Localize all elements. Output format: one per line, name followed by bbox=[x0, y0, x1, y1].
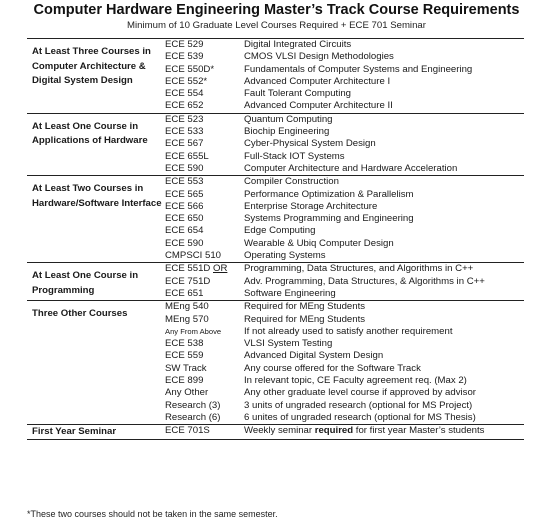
course-code: ECE 559 bbox=[165, 350, 204, 362]
course-description: Wearable & Ubiq Computer Design bbox=[244, 237, 394, 249]
table-row bbox=[27, 263, 524, 276]
course-description: 6 unites of ungraded research (optional for MS Thesis) bbox=[244, 411, 476, 423]
desc-before: Weekly seminar bbox=[244, 425, 315, 437]
course-code: MEng 540 bbox=[163, 301, 242, 314]
course-description: Advanced Computer Architecture I bbox=[244, 75, 391, 87]
table-row bbox=[27, 425, 524, 439]
course-code: ECE 554 bbox=[165, 88, 204, 100]
course-code: ECE 899 bbox=[165, 375, 204, 387]
course-description: CMOS VLSI Design Methodologies bbox=[244, 51, 394, 63]
course-code: ECE 701S bbox=[163, 425, 242, 439]
course-code: ECE 650 bbox=[165, 213, 204, 225]
table-row bbox=[27, 113, 524, 126]
course-description: Performance Optimization & Parallelism bbox=[244, 188, 414, 200]
course-description: Compiler Construction bbox=[242, 176, 524, 189]
course-description: Fault Tolerant Computing bbox=[244, 88, 352, 100]
course-code: Research (6) bbox=[165, 411, 221, 423]
desc-after: for first year Master’s students bbox=[353, 425, 485, 437]
course-description: Computer Architecture and Hardware Acceleration bbox=[244, 162, 458, 174]
course-code: ECE 553 bbox=[163, 176, 242, 189]
course-description: Any course offered for the Software Track bbox=[244, 362, 421, 374]
course-code: ECE 566 bbox=[165, 200, 204, 212]
footnote: *These two courses should not be taken in the same semester. bbox=[27, 509, 278, 519]
course-code: ECE 529 bbox=[163, 39, 242, 52]
course-description: Advanced Computer Architecture II bbox=[244, 100, 393, 112]
course-code-text: ECE 551D bbox=[165, 263, 211, 275]
course-code: ECE 590 bbox=[165, 162, 204, 174]
course-description: In relevant topic, CE Faculty agreement req. (Max 2) bbox=[244, 375, 467, 387]
course-code: ECE 655L bbox=[165, 150, 209, 162]
course-code: ECE 565 bbox=[165, 188, 204, 200]
or-label: OR bbox=[213, 263, 228, 275]
course-description bbox=[242, 425, 524, 439]
course-code: ECE 652 bbox=[165, 100, 204, 112]
course-description: Quantum Computing bbox=[242, 113, 524, 126]
course-code: ECE 654 bbox=[165, 225, 204, 237]
course-description: Required for MEng Students bbox=[242, 301, 524, 314]
course-description: Operating Systems bbox=[244, 250, 326, 262]
page-title: Computer Hardware Engineering Master’s Track Course Requirements bbox=[33, 2, 520, 18]
course-description: Systems Programming and Engineering bbox=[244, 213, 414, 225]
course-code: SW Track bbox=[165, 362, 207, 374]
course-description: Digital Integrated Circuits bbox=[242, 39, 524, 52]
course-code: ECE 751D bbox=[165, 275, 211, 287]
category-label: Three Other Courses bbox=[27, 301, 163, 425]
table-row bbox=[27, 39, 524, 52]
course-description: Programming, Data Structures, and Algorithms in C++ bbox=[242, 263, 524, 276]
course-description: Any other graduate level course if approved by advisor bbox=[244, 387, 476, 399]
course-description: Adv. Programming, Data Structures, & Algorithms in C++ bbox=[244, 275, 485, 287]
category-label: At Least One Course in Programming bbox=[27, 263, 163, 301]
course-code: ECE 651 bbox=[165, 287, 204, 299]
category-label: At Least One Course in Applications of Hardware bbox=[27, 113, 163, 175]
page-subtitle: Minimum of 10 Graduate Level Courses Required + ECE 701 Seminar bbox=[127, 20, 426, 31]
category-label: At Least Three Courses in Computer Architecture & Digital System Design bbox=[27, 39, 163, 114]
table-row bbox=[27, 301, 524, 314]
course-description: Full-Stack IOT Systems bbox=[244, 150, 345, 162]
course-description: Software Engineering bbox=[244, 287, 336, 299]
course-code: CMPSCI 510 bbox=[165, 250, 221, 262]
course-code bbox=[163, 263, 242, 276]
category-label: At Least Two Courses in Hardware/Software Interface bbox=[27, 176, 163, 263]
course-description: Biochip Engineering bbox=[244, 126, 330, 138]
table-row bbox=[27, 176, 524, 189]
course-description: Fundamentals of Computer Systems and Engineering bbox=[244, 63, 473, 75]
course-description: Required for MEng Students bbox=[244, 313, 366, 325]
course-description: If not already used to satisfy another requirement bbox=[244, 325, 453, 337]
course-code: ECE 550D* bbox=[165, 63, 215, 75]
course-description: Cyber-Physical System Design bbox=[244, 138, 376, 150]
course-description: Advanced Digital System Design bbox=[244, 350, 384, 362]
course-code: ECE 539 bbox=[165, 51, 204, 63]
course-code: Research (3) bbox=[165, 399, 221, 411]
course-description: VLSI System Testing bbox=[244, 338, 333, 350]
required-emphasis: required bbox=[314, 425, 354, 437]
course-code: ECE 567 bbox=[165, 138, 204, 150]
course-code: MEng 570 bbox=[165, 313, 209, 325]
course-code: ECE 590 bbox=[165, 237, 204, 249]
category-label: First Year Seminar bbox=[27, 425, 163, 439]
course-description: 3 units of ungraded research (optional for MS Project) bbox=[244, 399, 473, 411]
course-code: ECE 523 bbox=[163, 113, 242, 126]
course-code: Any Other bbox=[165, 387, 209, 399]
course-code: ECE 533 bbox=[165, 126, 204, 138]
course-code: Any From Above bbox=[165, 326, 222, 336]
requirements-table bbox=[27, 38, 524, 440]
course-description: Edge Computing bbox=[244, 225, 316, 237]
course-code: ECE 552* bbox=[165, 75, 208, 87]
course-code: ECE 538 bbox=[165, 338, 204, 350]
course-description: Enterprise Storage Architecture bbox=[244, 200, 378, 212]
